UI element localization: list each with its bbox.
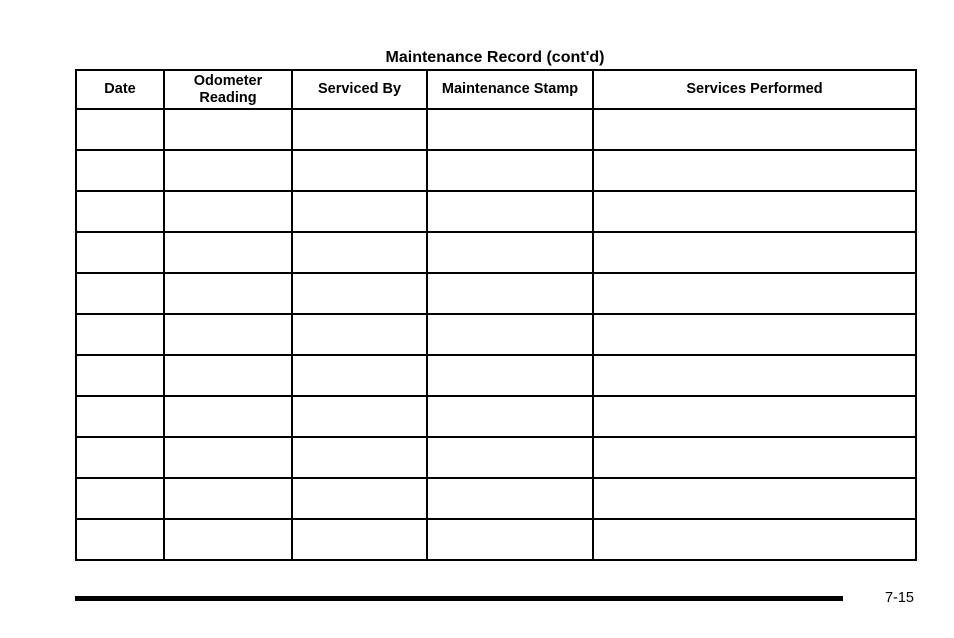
cell-date[interactable] — [76, 355, 164, 396]
cell-serviced-by[interactable] — [292, 191, 427, 232]
cell-odometer-reading[interactable] — [164, 109, 292, 150]
cell-date[interactable] — [76, 314, 164, 355]
cell-odometer-reading[interactable] — [164, 232, 292, 273]
table-row — [76, 396, 916, 437]
table-row — [76, 355, 916, 396]
cell-maintenance-stamp[interactable] — [427, 396, 593, 437]
table-row — [76, 314, 916, 355]
cell-maintenance-stamp[interactable] — [427, 355, 593, 396]
cell-serviced-by[interactable] — [292, 109, 427, 150]
cell-services-performed[interactable] — [593, 355, 916, 396]
cell-services-performed[interactable] — [593, 150, 916, 191]
cell-date[interactable] — [76, 478, 164, 519]
cell-services-performed[interactable] — [593, 109, 916, 150]
cell-odometer-reading[interactable] — [164, 314, 292, 355]
cell-odometer-reading[interactable] — [164, 437, 292, 478]
maintenance-record-table — [75, 69, 917, 561]
cell-services-performed[interactable] — [593, 519, 916, 560]
cell-maintenance-stamp[interactable] — [427, 109, 593, 150]
cell-maintenance-stamp[interactable] — [427, 314, 593, 355]
cell-date[interactable] — [76, 232, 164, 273]
cell-services-performed[interactable] — [593, 314, 916, 355]
cell-serviced-by[interactable] — [292, 437, 427, 478]
page-number: 7-15 — [884, 590, 914, 606]
table-row — [76, 232, 916, 273]
cell-date[interactable] — [76, 150, 164, 191]
cell-services-performed[interactable] — [593, 396, 916, 437]
cell-maintenance-stamp[interactable] — [427, 232, 593, 273]
cell-date[interactable] — [76, 273, 164, 314]
cell-services-performed[interactable] — [593, 478, 916, 519]
cell-odometer-reading[interactable] — [164, 355, 292, 396]
cell-date[interactable] — [76, 109, 164, 150]
header-date: Date — [76, 70, 164, 109]
cell-serviced-by[interactable] — [292, 519, 427, 560]
cell-serviced-by[interactable] — [292, 150, 427, 191]
table-row — [76, 150, 916, 191]
cell-serviced-by[interactable] — [292, 396, 427, 437]
cell-maintenance-stamp[interactable] — [427, 191, 593, 232]
cell-services-performed[interactable] — [593, 191, 916, 232]
header-serviced-by: Serviced By — [292, 70, 427, 109]
table-row — [76, 478, 916, 519]
cell-services-performed[interactable] — [593, 437, 916, 478]
cell-services-performed[interactable] — [593, 273, 916, 314]
footer-rule — [75, 596, 843, 601]
cell-odometer-reading[interactable] — [164, 396, 292, 437]
table-row — [76, 519, 916, 560]
header-maintenance-stamp: Maintenance Stamp — [427, 70, 593, 109]
cell-serviced-by[interactable] — [292, 478, 427, 519]
cell-serviced-by[interactable] — [292, 355, 427, 396]
cell-maintenance-stamp[interactable] — [427, 150, 593, 191]
cell-date[interactable] — [76, 396, 164, 437]
cell-date[interactable] — [76, 519, 164, 560]
cell-serviced-by[interactable] — [292, 232, 427, 273]
cell-date[interactable] — [76, 437, 164, 478]
cell-odometer-reading[interactable] — [164, 273, 292, 314]
cell-maintenance-stamp[interactable] — [427, 437, 593, 478]
page-title: Maintenance Record (cont'd) — [385, 49, 605, 66]
table-row — [76, 437, 916, 478]
cell-maintenance-stamp[interactable] — [427, 478, 593, 519]
cell-odometer-reading[interactable] — [164, 150, 292, 191]
cell-services-performed[interactable] — [593, 232, 916, 273]
table-row — [76, 191, 916, 232]
cell-serviced-by[interactable] — [292, 273, 427, 314]
header-odometer-reading — [164, 70, 292, 109]
cell-maintenance-stamp[interactable] — [427, 519, 593, 560]
table-row — [76, 273, 916, 314]
cell-date[interactable] — [76, 191, 164, 232]
cell-serviced-by[interactable] — [292, 314, 427, 355]
header-services-performed: Services Performed — [593, 70, 916, 109]
cell-odometer-reading[interactable] — [164, 478, 292, 519]
header-odometer-line2: Reading — [199, 89, 257, 106]
header-odometer-line1: Odometer — [193, 72, 263, 89]
cell-maintenance-stamp[interactable] — [427, 273, 593, 314]
cell-odometer-reading[interactable] — [164, 191, 292, 232]
table-header-row — [76, 70, 916, 109]
cell-odometer-reading[interactable] — [164, 519, 292, 560]
table-row — [76, 109, 916, 150]
